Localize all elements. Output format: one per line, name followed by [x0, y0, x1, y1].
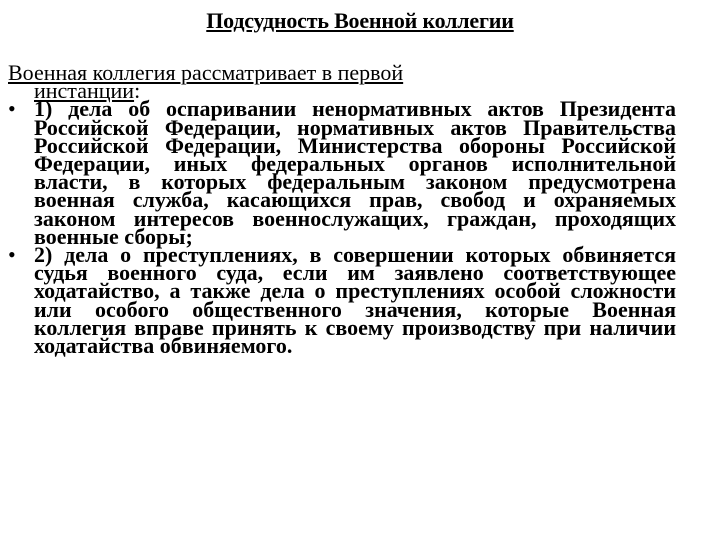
intro-colon: : [134, 78, 141, 104]
document-body [8, 60, 676, 359]
bullet-list [8, 96, 676, 359]
intro-paragraph [8, 60, 676, 104]
bullet-icon: • [8, 242, 16, 268]
list-item-text: 2) дела о преступлениях, в совершении которых обвиняется судья военного суда, если им заявлено соответствующее ходатайство, а также дела о преступлениях особой сложности или особого общественного значения, которые Военная коллегия вправе принять к своему производству при наличии ходатайства обвиняемого. [34, 242, 676, 359]
list-item-text: 1) дела об оспаривании ненормативных актов Президента Российской Федерации, нормативных актов Правительства Российской Федерации, Министерства обороны Российской Федерации, иных федеральных органов исполнительной власти, в которых федеральным законом предусмотрена военная служба, касающихся прав, свобод и охраняемых законом интересов военнослужащих, граждан, проходящих военные сборы; [34, 96, 676, 249]
list-item [8, 242, 676, 359]
bullet-icon: • [8, 96, 16, 122]
page-title: Подсудность Военной коллегии [206, 8, 514, 33]
intro-text-line: Военная коллегия рассматривает в первой [8, 60, 404, 85]
list-item [8, 96, 676, 249]
intro-text-instance: инстанции [34, 78, 135, 104]
